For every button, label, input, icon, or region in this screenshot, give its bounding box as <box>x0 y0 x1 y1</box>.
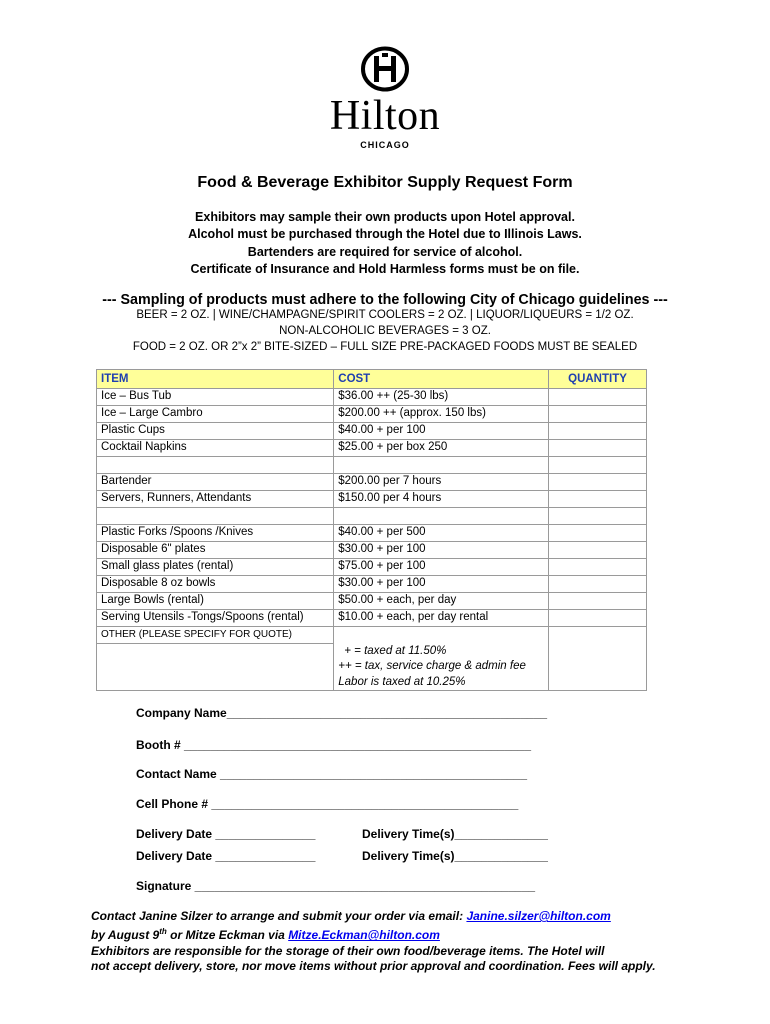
mitze-email-link[interactable]: Mitze.Eckman@hilton.com <box>288 928 440 943</box>
item-cell: Ice – Large Cambro <box>97 406 334 423</box>
cost-cell: $50.00 + each, per day <box>334 593 549 610</box>
item-cell: Large Bowls (rental) <box>97 593 334 610</box>
cost-cell: $200.00 ++ (approx. 150 lbs) <box>334 406 549 423</box>
intro-line: Alcohol must be purchased through the Hotel due to Illinois Laws. <box>188 227 582 242</box>
item-cell: Servers, Runners, Attendants <box>97 491 334 508</box>
cost-cell <box>334 627 549 644</box>
contact-text: Contact Janine Silzer to arrange and submit your order via email: <box>91 909 467 923</box>
item-cell: Bartender <box>97 474 334 491</box>
table-row <box>97 610 647 627</box>
table-row <box>97 525 647 542</box>
table-row <box>97 474 647 491</box>
cost-cell <box>334 457 549 474</box>
guidelines-heading: --- Sampling of products must adhere to the following City of Chicago guidelines --- <box>102 292 668 308</box>
table-row <box>97 576 647 593</box>
tax-note: Labor is taxed at 10.25% <box>338 675 466 688</box>
table-row <box>97 491 647 508</box>
table-row <box>97 389 647 406</box>
delivery-time-field[interactable]: Delivery Time(s)______________ <box>362 827 548 841</box>
cost-cell <box>334 508 549 525</box>
contact-line: Exhibitors are responsible for the storage of their own food/beverage items. The Hotel will <box>91 943 605 958</box>
other-row <box>97 627 647 644</box>
cost-cell: $75.00 + per 100 <box>334 559 549 576</box>
quantity-input[interactable] <box>549 389 647 406</box>
contact-text: or Mitze Eckman via <box>166 928 289 943</box>
tax-note: + = taxed at 11.50% <box>344 644 447 657</box>
table-header-row <box>97 370 647 389</box>
deadline-text: by August 9 <box>91 928 160 943</box>
contact-line <box>91 924 751 943</box>
contact-name-field[interactable]: Contact Name ______________________________________________ <box>136 767 528 781</box>
tax-note: ++ = tax, service charge & admin fee <box>338 660 526 672</box>
quantity-input[interactable] <box>549 542 647 559</box>
table-row <box>97 457 647 474</box>
quantity-input[interactable] <box>549 576 647 593</box>
table-row <box>97 406 647 423</box>
guidelines-block <box>0 308 770 355</box>
cost-cell: $36.00 ++ (25-30 lbs) <box>334 389 549 406</box>
item-cell <box>97 508 334 525</box>
hilton-h-logo-icon <box>361 46 409 92</box>
cost-cell: $150.00 per 4 hours <box>334 491 549 508</box>
quantity-input[interactable] <box>549 508 647 525</box>
quantity-input[interactable] <box>549 525 647 542</box>
table-row <box>97 542 647 559</box>
janine-email-link[interactable]: Janine.silzer@hilton.com <box>466 909 611 923</box>
delivery-time-field[interactable]: Delivery Time(s)______________ <box>362 849 548 863</box>
supply-table <box>96 369 647 691</box>
item-cell: Cocktail Napkins <box>97 440 334 457</box>
item-cell: Disposable 8 oz bowls <box>97 576 334 593</box>
notes-row <box>97 644 647 691</box>
guideline-line: NON-ALCOHOLIC BEVERAGES = 3 OZ. <box>279 324 491 337</box>
signature-field[interactable]: Signature ___________________________________________________ <box>136 879 536 893</box>
cost-cell: $40.00 + per 500 <box>334 525 549 542</box>
table-row <box>97 508 647 525</box>
quantity-input[interactable] <box>549 440 647 457</box>
cost-cell: $25.00 + per box 250 <box>334 440 549 457</box>
header-cost: COST <box>334 370 549 389</box>
hilton-city: CHICAGO <box>360 140 410 150</box>
quantity-input[interactable] <box>549 457 647 474</box>
cost-cell: $30.00 + per 100 <box>334 576 549 593</box>
quantity-input[interactable] <box>549 610 647 627</box>
table-row <box>97 423 647 440</box>
quantity-input[interactable] <box>549 559 647 576</box>
cost-cell: $10.00 + each, per day rental <box>334 610 549 627</box>
quantity-input[interactable] <box>549 627 647 644</box>
quantity-input[interactable] <box>549 423 647 440</box>
tax-notes <box>334 644 549 691</box>
cost-cell: $200.00 per 7 hours <box>334 474 549 491</box>
company-name-field[interactable]: Company Name________________________________________________ <box>136 706 548 720</box>
delivery-date-field[interactable]: Delivery Date _______________ <box>136 827 316 841</box>
item-cell: Serving Utensils -Tongs/Spoons (rental) <box>97 610 334 627</box>
item-cell: Small glass plates (rental) <box>97 559 334 576</box>
hilton-wordmark: Hilton <box>329 93 441 139</box>
quantity-input[interactable] <box>549 593 647 610</box>
intro-line: Bartenders are required for service of alcohol. <box>247 244 523 259</box>
cost-cell: $40.00 + per 100 <box>334 423 549 440</box>
contact-line: not accept delivery, store, nor move items without prior approval and coordination. Fees will apply. <box>91 958 656 973</box>
table-row <box>97 559 647 576</box>
item-cell: Disposable 6" plates <box>97 542 334 559</box>
guideline-line: FOOD = 2 OZ. OR 2”x 2” BITE-SIZED – FULL SIZE PRE-PACKAGED FOODS MUST BE SEALED <box>132 340 638 353</box>
hilton-logo <box>0 46 770 150</box>
item-cell: Plastic Cups <box>97 423 334 440</box>
quantity-input[interactable] <box>549 474 647 491</box>
cost-cell: $30.00 + per 100 <box>334 542 549 559</box>
quantity-input[interactable] <box>549 406 647 423</box>
intro-block <box>0 209 770 278</box>
contact-block <box>91 909 751 974</box>
item-cell <box>97 457 334 474</box>
deadline-suffix: th <box>159 927 167 937</box>
delivery-date-field[interactable]: Delivery Date _______________ <box>136 849 316 863</box>
other-label: OTHER (PLEASE SPECIFY FOR QUOTE) <box>97 627 334 644</box>
header-quantity: QUANTITY <box>549 370 647 389</box>
item-cell: Ice – Bus Tub <box>97 389 334 406</box>
header-item: ITEM <box>97 370 334 389</box>
intro-line: Certificate of Insurance and Hold Harmless forms must be on file. <box>190 261 580 276</box>
page-title: Food & Beverage Exhibitor Supply Request Form <box>197 174 573 191</box>
quantity-input[interactable] <box>549 491 647 508</box>
quantity-input[interactable] <box>549 644 647 691</box>
cell-phone-field[interactable]: Cell Phone # ______________________________________________ <box>136 797 519 811</box>
guideline-line: BEER = 2 OZ. | WINE/CHAMPAGNE/SPIRIT COOLERS = 2 OZ. | LIQUOR/LIQUEURS = 1/2 OZ. <box>136 309 634 321</box>
intro-line: Exhibitors may sample their own products upon Hotel approval. <box>195 210 575 224</box>
table-row <box>97 593 647 610</box>
item-cell: Plastic Forks /Spoons /Knives <box>97 525 334 542</box>
table-row <box>97 440 647 457</box>
booth-field[interactable]: Booth # ____________________________________________________ <box>136 738 532 752</box>
other-input[interactable] <box>97 644 334 691</box>
contact-line <box>91 909 751 924</box>
